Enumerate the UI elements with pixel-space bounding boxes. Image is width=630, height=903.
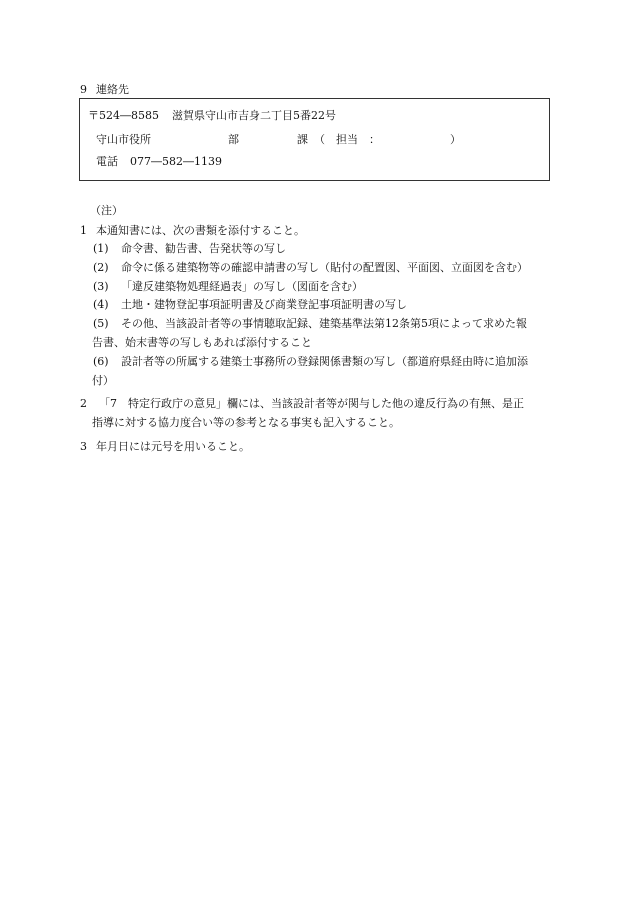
subitem-4-text: 土地・建物登記事項証明書及び商業登記事項証明書の写し (121, 298, 407, 311)
note-2-number: 2 (80, 397, 87, 410)
subitem-5-number: (5) (93, 317, 109, 330)
subitem-6-continuation: 付） (92, 374, 114, 387)
subitem-2-text: 命令に係る建築物等の確認申請書の写し（貼付の配置図、平面図、立面図を含む） (121, 261, 528, 274)
subitem-5-continuation: 告書、始末書等の写しもあれば添付すること (92, 336, 312, 349)
subitem-6-number: (6) (93, 355, 109, 368)
office-name: 守山市役所 (96, 133, 151, 146)
notes-heading: （注） (90, 204, 123, 217)
section-title: 連絡先 (96, 83, 129, 96)
subitem-3-text: 「違反建築物処理経過表」の写し（図面を含む） (121, 280, 363, 293)
contact-person-open: （ 担当 ： (314, 133, 380, 146)
note-2-continuation: 指導に対する協力度合い等の参考となる事実も記入すること。 (92, 416, 400, 429)
note-1-number: 1 (80, 224, 87, 237)
note-2-text: 「7 特定行政庁の意見」欄には、当該設計者等が関与した他の違反行為の有無、是正 (99, 397, 524, 410)
note-3-number: 3 (80, 440, 87, 453)
subitem-2-number: (2) (93, 261, 109, 274)
subitem-6-text: 設計者等の所属する建築士事務所の登録関係書類の写し（都道府県経由時に追加添 (121, 355, 528, 368)
contact-person-close: ） (450, 133, 461, 146)
subitem-4-number: (4) (93, 298, 109, 311)
subitem-1-text: 命令書、勧告書、告発状等の写し (121, 242, 286, 255)
note-3-text: 年月日には元号を用いること。 (96, 440, 250, 453)
section-label: 課 (297, 133, 308, 146)
section-number: 9 (80, 83, 87, 96)
address: 滋賀県守山市吉身二丁目5番22号 (172, 109, 336, 122)
subitem-3-number: (3) (93, 280, 109, 293)
phone-label: 電話 (96, 155, 118, 168)
subitem-1-number: (1) (93, 242, 109, 255)
subitem-5-text: その他、当該設計者等の事情聴取記録、建築基準法第12条第5項によって求めた報 (121, 317, 527, 330)
phone-number: 077―582―1139 (130, 155, 222, 168)
note-1-text: 本通知書には、次の書類を添付すること。 (96, 224, 305, 237)
department-label: 部 (228, 133, 239, 146)
postal-code: 〒524―8585 (88, 109, 159, 122)
